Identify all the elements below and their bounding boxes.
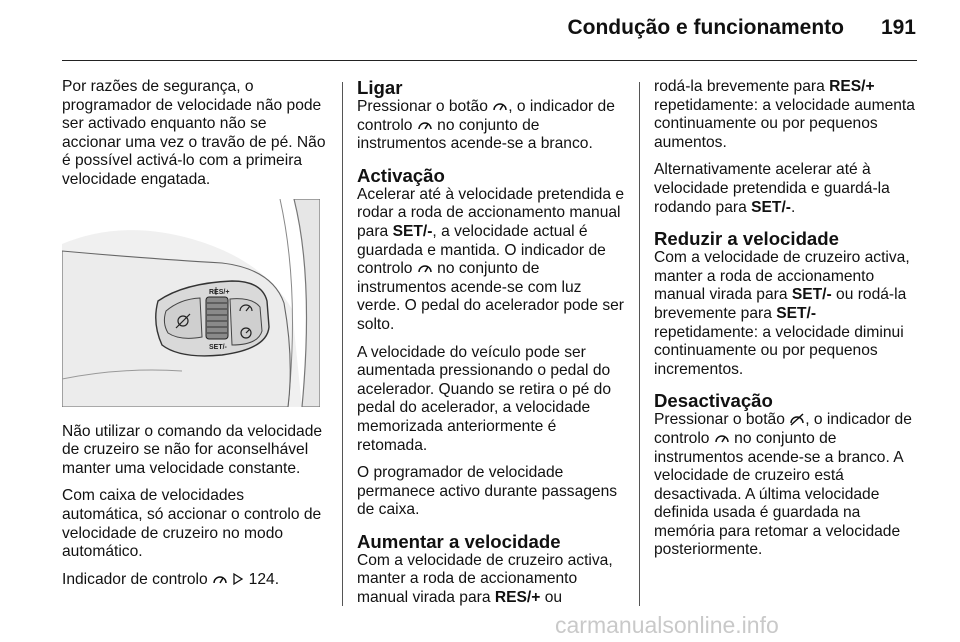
indicator-reference: Indicador de controlo 124. — [62, 570, 280, 588]
cruise-control-icon — [492, 99, 508, 113]
section-title-reduzir: Reduzir a velocidade — [654, 228, 839, 250]
desactivacao-paragraph: Pressionar o botão , o indicador de controlo no conjunto de instrumentos acende-se a branco. A velocidade de cruzeiro está desactivada. A última velocidade definida usada é guardada na memória para retomar a velocidade posteriormente. — [654, 411, 912, 559]
section-title-activacao: Activação — [357, 164, 445, 186]
reference-arrow-icon — [232, 572, 244, 586]
gear-change-paragraph: O programador de velocidade permanece activo durante passagens de caixa. — [357, 464, 618, 519]
aumentar-continued-paragraph: rodá-la brevemente para RES/+ repetidamente: a velocidade aumenta continuamente ou por pequenos aumentos. — [654, 78, 915, 151]
alternative-paragraph: Alternativamente acelerar até à velocidade pretendida e guardá-la rodando para SET/-. — [654, 161, 890, 216]
set-label: SET/- — [209, 343, 227, 351]
safety-paragraph: Por razões de segurança, o programador de velocidade não pode ser activado enquanto não se accionar uma vez o travão de pé. Não é possível activá-lo com a primeira velocidade engatada. — [62, 78, 326, 188]
cruise-control-icon — [417, 261, 433, 275]
warning-paragraph: Não utilizar o comando da velocidade de cruzeiro se não for aconselhável manter uma velocidade constante. — [62, 422, 323, 477]
column-2 — [357, 78, 624, 617]
activacao-paragraph: Acelerar até à velocidade pretendida e rodar a roda de accionamento manual para SET/-, a velocidade actual é guardada e mantida. O indicador de controlo no conjunto de instrumentos acende-se com luz verde. O pedal do acelerador pode ser solto. — [357, 185, 625, 333]
cruise-control-icon — [417, 118, 433, 132]
header-divider — [62, 60, 917, 61]
increase-speed-paragraph: A velocidade do veículo pode ser aumentada pressionando o pedal do acelerador. Quando se retira o pé do pedal do acelerador, a velocidade memorizada anteriormente é retomada. — [357, 343, 611, 454]
aumentar-paragraph: Com a velocidade de cruzeiro activa, manter a roda de accionamento manual virada para RES/+ ou — [357, 551, 613, 607]
ligar-paragraph: Pressionar o botão , o indicador de controlo no conjunto de instrumentos acende-se a branco. — [357, 98, 615, 153]
res-label: RES/+ — [209, 288, 230, 296]
watermark: carmanualsonline.info — [555, 612, 779, 638]
column-1 — [62, 78, 326, 598]
section-title-desactivacao: Desactivação — [654, 390, 773, 412]
cruise-control-icon — [714, 431, 730, 445]
column-divider-1 — [342, 82, 343, 606]
cruise-off-icon — [789, 412, 805, 426]
page-number: 191 — [880, 16, 916, 39]
section-title-ligar: Ligar — [357, 77, 403, 98]
column-divider-2 — [639, 82, 640, 606]
column-3 — [654, 78, 922, 569]
reduzir-paragraph: Com a velocidade de cruzeiro activa, manter a roda de accionamento manual virada para SET/- ou rodá-la brevemente para SET/- repetidamente: a velocidade diminui continuamente ou por pequenos incrementos. — [654, 249, 910, 378]
page-header-title: Condução e funcionamento — [567, 16, 844, 39]
steering-wheel-image — [62, 199, 320, 407]
section-title-aumentar: Aumentar a velocidade — [357, 530, 561, 552]
automatic-gearbox-paragraph: Com caixa de velocidades automática, só accionar o controlo de velocidade de cruzeiro no modo automático. — [62, 487, 322, 561]
cruise-control-icon — [212, 572, 228, 586]
